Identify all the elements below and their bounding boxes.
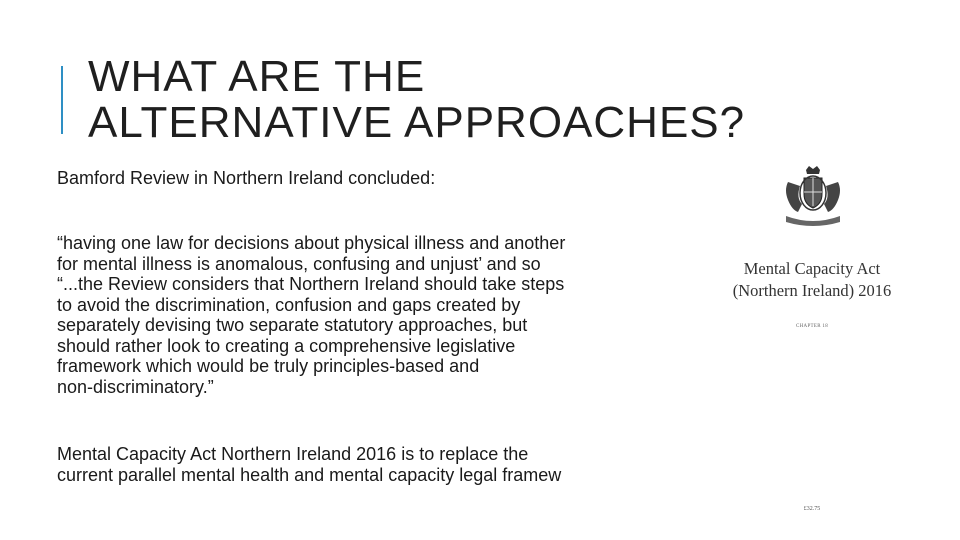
- title-accent-bar: [61, 66, 63, 134]
- act-cover-title-line-1: Mental Capacity Act: [743, 259, 881, 278]
- quote-line-8: non-discriminatory.”: [57, 376, 214, 397]
- intro-paragraph: [57, 168, 677, 189]
- act-cover-title: [712, 258, 912, 302]
- conclusion-paragraph: [57, 444, 677, 485]
- quote-line-6: should rather look to creating a comprehensive legislative: [57, 335, 516, 356]
- act-cover-image: [712, 160, 912, 520]
- act-price-label: £32.75: [803, 506, 821, 512]
- slide-title: [88, 54, 848, 146]
- title-line-2: ALTERNATIVE APPROACHES?: [88, 98, 746, 147]
- act-chapter-label: CHAPTER 18: [795, 324, 829, 329]
- quote-line-7: framework which would be truly principles-based and: [57, 356, 480, 376]
- conclusion-line-1: Mental Capacity Act Northern Ireland 2016 is to replace the: [57, 444, 529, 464]
- intro-line: Bamford Review in Northern Ireland concluded:: [57, 168, 436, 188]
- quote-paragraph: [57, 233, 677, 397]
- quote-line-3: “...the Review considers that Northern Ireland should take steps: [57, 274, 565, 294]
- quote-line-4: to avoid the discrimination, confusion and gaps created by: [57, 294, 521, 315]
- quote-line-1: “having one law for decisions about physical illness and another: [57, 233, 566, 253]
- conclusion-line-2: current parallel mental health and mental capacity legal framew: [57, 464, 562, 485]
- act-cover-title-line-2: (Northern Ireland) 2016: [732, 281, 892, 300]
- quote-line-5: separately devising two separate statutory approaches, but: [57, 315, 528, 335]
- title-line-1: WHAT ARE THE: [88, 52, 426, 101]
- royal-coat-of-arms-icon: [778, 164, 848, 230]
- quote-line-2: for mental illness is anomalous, confusing and unjust’ and so: [57, 253, 541, 274]
